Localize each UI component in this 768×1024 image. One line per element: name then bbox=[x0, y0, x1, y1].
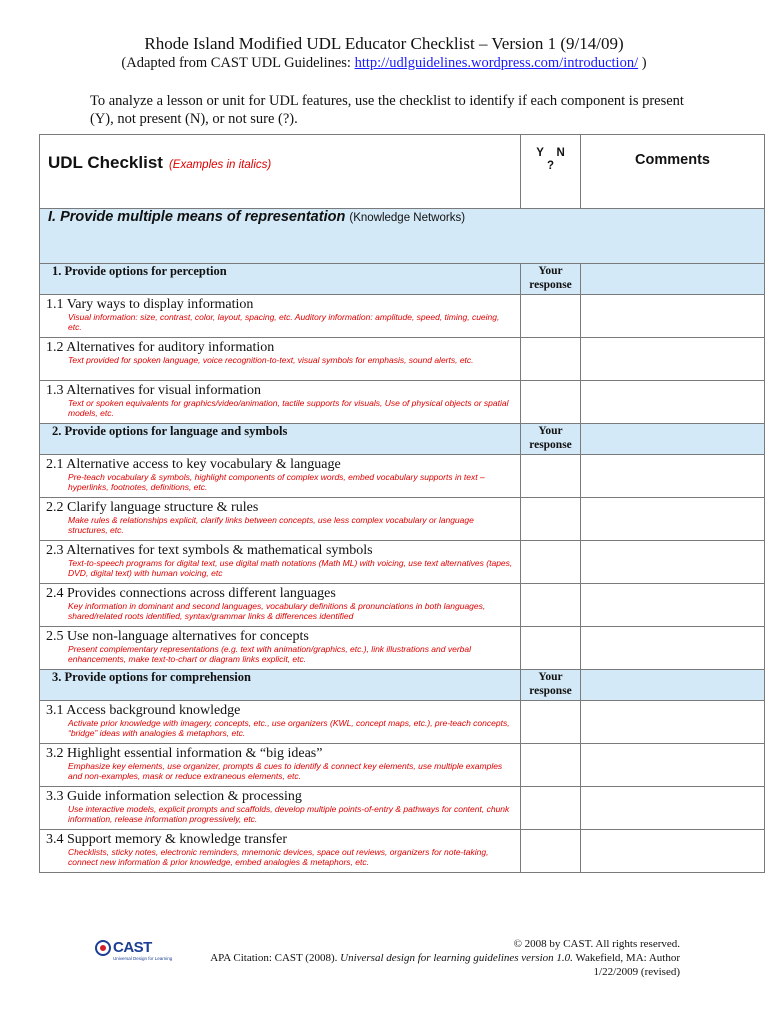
apa-citation bbox=[210, 952, 680, 964]
group-heading: 1. Provide options for perception bbox=[40, 264, 521, 295]
item-cell bbox=[40, 744, 521, 787]
checklist-item-row bbox=[40, 701, 765, 744]
group-heading: 2. Provide options for language and symbols bbox=[40, 424, 521, 455]
item-examples: Text provided for spoken language, voice recognition-to-text, visual symbols for emphasis, sound alerts, etc. bbox=[68, 355, 474, 365]
section-title-cell bbox=[40, 209, 765, 264]
group-comment-cell bbox=[581, 424, 765, 455]
item-examples: Present complementary representations (e.g. text with animation/graphics, etc.), link illustrations and verbal enhancements, make text-to-chart or diagram links explicit, etc. bbox=[68, 644, 471, 664]
item-title: 2.5 Use non-language alternatives for concepts bbox=[46, 629, 309, 644]
your-response-line2: response bbox=[529, 439, 572, 451]
group-heading-row bbox=[40, 264, 765, 295]
item-title: 2.3 Alternatives for text symbols & mathematical symbols bbox=[46, 543, 373, 558]
item-cell bbox=[40, 338, 521, 381]
citation-title: Universal design for learning guidelines version 1.0. bbox=[340, 952, 573, 964]
comment-cell[interactable] bbox=[581, 381, 765, 424]
comment-cell[interactable] bbox=[581, 498, 765, 541]
item-cell bbox=[40, 295, 521, 338]
checklist-title: UDL Checklist bbox=[48, 153, 163, 172]
group-heading-row bbox=[40, 424, 765, 455]
checklist-title-cell bbox=[40, 135, 521, 209]
citation-prefix: APA Citation: CAST (2008). bbox=[210, 952, 341, 964]
item-cell bbox=[40, 541, 521, 584]
comment-cell[interactable] bbox=[581, 541, 765, 584]
response-cell[interactable] bbox=[521, 701, 581, 744]
guidelines-link[interactable]: http://udlguidelines.wordpress.com/introduction/ bbox=[354, 55, 639, 71]
item-title: 1.1 Vary ways to display information bbox=[46, 297, 254, 312]
your-response-header bbox=[521, 264, 581, 295]
adapted-prefix: (Adapted from CAST UDL Guidelines: bbox=[121, 55, 355, 71]
your-response-line2: response bbox=[529, 279, 572, 291]
yn-header bbox=[521, 135, 581, 209]
response-cell[interactable] bbox=[521, 498, 581, 541]
your-response-line1: Your bbox=[538, 671, 563, 683]
your-response-header bbox=[521, 424, 581, 455]
comment-cell[interactable] bbox=[581, 627, 765, 670]
comment-cell[interactable] bbox=[581, 830, 765, 873]
unsure-label: ? bbox=[546, 160, 555, 172]
item-title: 1.2 Alternatives for auditory information bbox=[46, 340, 275, 355]
copyright: © 2008 by CAST. All rights reserved. bbox=[513, 938, 680, 950]
comment-cell[interactable] bbox=[581, 295, 765, 338]
item-examples: Text-to-speech programs for digital text, use digital math notations (Math ML) with voicing, use text alternatives (tapes, DVD, digital text) with human voicing, etc bbox=[68, 558, 513, 578]
examples-note: (Examples in italics) bbox=[168, 159, 272, 171]
item-cell bbox=[40, 787, 521, 830]
comment-cell[interactable] bbox=[581, 701, 765, 744]
response-cell[interactable] bbox=[521, 830, 581, 873]
udl-checklist-table bbox=[39, 134, 765, 873]
response-cell[interactable] bbox=[521, 744, 581, 787]
intro-text: To analyze a lesson or unit for UDL features, use the checklist to identify if each component is present (Y), not present (N), or not sure (?). bbox=[90, 93, 684, 127]
response-cell[interactable] bbox=[521, 584, 581, 627]
comment-cell[interactable] bbox=[581, 744, 765, 787]
item-examples: Use interactive models, explicit prompts and scaffolds, develop multiple points-of-entry & pathways for content, chunk information, release information progressively, etc. bbox=[68, 804, 510, 824]
item-title: 2.2 Clarify language structure & rules bbox=[46, 500, 259, 515]
item-cell bbox=[40, 381, 521, 424]
item-title: 3.1 Access background knowledge bbox=[46, 703, 241, 718]
citation-suffix: Wakefield, MA: Author bbox=[572, 952, 680, 964]
your-response-header bbox=[521, 670, 581, 701]
item-examples: Key information in dominant and second languages, vocabulary definitions & pronunciations in both languages, shared/related roots identified, syntax/grammar links & differences identified bbox=[68, 601, 486, 621]
item-title: 2.1 Alternative access to key vocabulary & language bbox=[46, 457, 341, 472]
item-cell bbox=[40, 455, 521, 498]
response-cell[interactable] bbox=[521, 787, 581, 830]
item-title: 2.4 Provides connections across different languages bbox=[46, 586, 336, 601]
item-cell bbox=[40, 584, 521, 627]
checklist-item-row bbox=[40, 787, 765, 830]
section-subtitle: (Knowledge Networks) bbox=[349, 212, 466, 224]
group-comment-cell bbox=[581, 670, 765, 701]
item-title: 3.4 Support memory & knowledge transfer bbox=[46, 832, 288, 847]
section-row bbox=[40, 209, 765, 264]
checklist-item-row bbox=[40, 584, 765, 627]
comment-cell[interactable] bbox=[581, 338, 765, 381]
item-examples: Checklists, sticky notes, electronic reminders, mnemonic devices, space out reviews, organizers for note-taking, connect new information & prior knowledge, embed analogies & metaphors, etc. bbox=[68, 847, 489, 867]
item-examples: Text or spoken equivalents for graphics/video/animation, tactile supports for visuals, Use of physical objects or spatial models, etc. bbox=[68, 398, 509, 418]
cast-logo-mark bbox=[95, 940, 111, 956]
item-cell bbox=[40, 701, 521, 744]
response-cell[interactable] bbox=[521, 338, 581, 381]
item-cell bbox=[40, 498, 521, 541]
item-examples: Emphasize key elements, use organizer, prompts & cues to identify & connect key elements, use multiple examples and non-examples, mask or reduce extraneous elements, etc. bbox=[68, 761, 503, 781]
checklist-item-row bbox=[40, 455, 765, 498]
cast-logo-text: CAST bbox=[113, 939, 152, 956]
checklist-item-row bbox=[40, 381, 765, 424]
response-cell[interactable] bbox=[521, 381, 581, 424]
table-header-row bbox=[40, 135, 765, 209]
item-title: 3.2 Highlight essential information & “big ideas” bbox=[46, 746, 323, 761]
checklist-item-row bbox=[40, 830, 765, 873]
response-cell[interactable] bbox=[521, 295, 581, 338]
response-cell[interactable] bbox=[521, 455, 581, 498]
adapted-suffix: ) bbox=[638, 55, 647, 71]
comment-cell[interactable] bbox=[581, 787, 765, 830]
group-heading-row bbox=[40, 670, 765, 701]
yn-label: Y N bbox=[536, 147, 565, 159]
checklist-item-row bbox=[40, 541, 765, 584]
revised-date: 1/22/2009 (revised) bbox=[593, 966, 680, 978]
response-cell[interactable] bbox=[521, 627, 581, 670]
your-response-line1: Your bbox=[538, 265, 563, 277]
checklist-item-row bbox=[40, 295, 765, 338]
item-cell bbox=[40, 830, 521, 873]
group-comment-cell bbox=[581, 264, 765, 295]
cast-logo bbox=[95, 939, 173, 966]
cast-logo-tagline: Universal Design for Learning bbox=[113, 956, 173, 961]
item-examples: Visual information: size, contrast, color, layout, spacing, etc. Auditory information: amplitude, speed, timing, cueing, etc. bbox=[68, 312, 500, 332]
checklist-item-row bbox=[40, 744, 765, 787]
your-response-line2: response bbox=[529, 685, 572, 697]
checklist-item-row bbox=[40, 338, 765, 381]
document-title: Rhode Island Modified UDL Educator Checklist – Version 1 (9/14/09) bbox=[144, 34, 624, 53]
item-examples: Pre-teach vocabulary & symbols, highlight components of complex words, embed vocabulary supports in text – hyperlinks, footnotes, definitions, etc. bbox=[68, 472, 485, 492]
comments-header: Comments bbox=[581, 135, 765, 209]
item-title: 3.3 Guide information selection & processing bbox=[46, 789, 302, 804]
item-examples: Make rules & relationships explicit, clarify links between concepts, use less complex vocabulary or language structures, etc. bbox=[68, 515, 474, 535]
your-response-line1: Your bbox=[538, 425, 563, 437]
group-heading: 3. Provide options for comprehension bbox=[40, 670, 521, 701]
item-cell bbox=[40, 627, 521, 670]
adapted-line bbox=[0, 55, 768, 72]
item-examples: Activate prior knowledge with imagery, concepts, etc., use organizers (KWL, concept maps, etc.), pre-teach concepts, “bridge” ideas with analogies & metaphors, etc. bbox=[68, 718, 510, 738]
response-cell[interactable] bbox=[521, 541, 581, 584]
checklist-item-row bbox=[40, 498, 765, 541]
checklist-item-row bbox=[40, 627, 765, 670]
comment-cell[interactable] bbox=[581, 584, 765, 627]
item-title: 1.3 Alternatives for visual information bbox=[46, 383, 262, 398]
section-title: I. Provide multiple means of representation bbox=[48, 209, 346, 225]
comment-cell[interactable] bbox=[581, 455, 765, 498]
